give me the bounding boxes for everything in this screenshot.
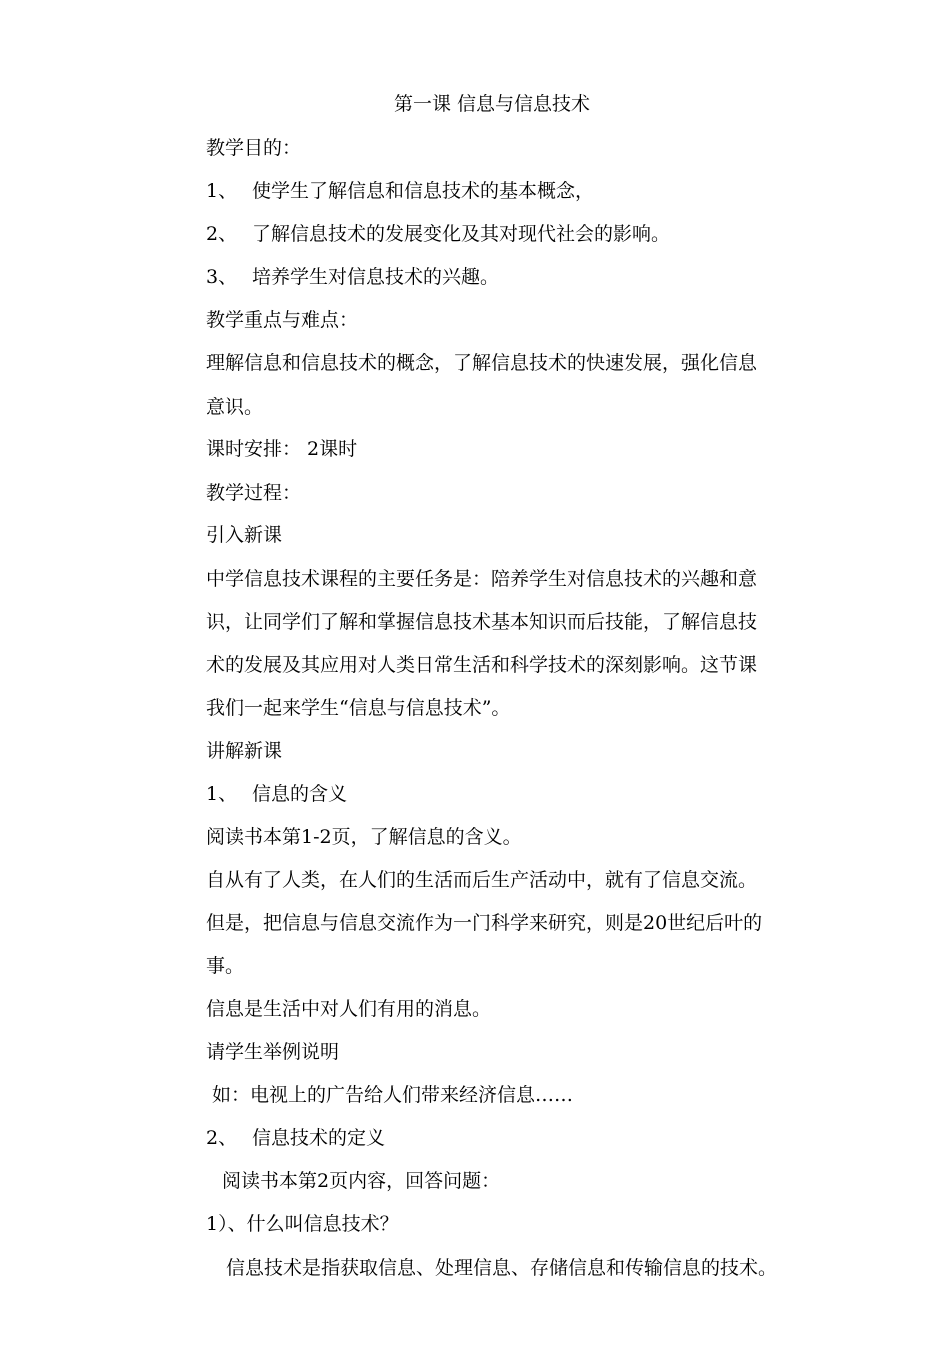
- section-2-question-1: 1）、什么叫信息技术？: [206, 1213, 399, 1235]
- intro-line-1: 中学信息技术课程的主要任务是：陪养学生对信息技术的兴趣和意: [206, 568, 758, 590]
- list-text: 培养学生对信息技术的兴趣。: [252, 266, 500, 288]
- list-text: 信息的含义: [252, 783, 348, 805]
- section-1-read: 阅读书本第1-2页，了解信息的含义。: [206, 826, 522, 848]
- section-1-paragraph-1: 自从有了人类，在人们的生活而后生产活动中，就有了信息交流。: [206, 869, 758, 891]
- list-number: 1、: [206, 783, 238, 805]
- key-points-line-2: 意识。: [206, 396, 264, 418]
- schedule-line: 课时安排： 2课时: [206, 438, 358, 460]
- section-1-definition: 信息是生活中对人们有用的消息。: [206, 998, 492, 1020]
- section-2-heading: [206, 1126, 385, 1150]
- objective-item-1: [206, 179, 594, 203]
- key-points-heading: 教学重点与难点：: [206, 309, 359, 331]
- intro-line-4: 我们一起来学生“信息与信息技术”。: [206, 697, 511, 719]
- section-1-ask: 请学生举例说明: [206, 1041, 340, 1063]
- process-heading: 教学过程：: [206, 482, 302, 504]
- explain-heading: 讲解新课: [206, 740, 283, 762]
- section-1-example: 如：电视上的广告给人们带来经济信息……: [212, 1084, 574, 1106]
- intro-heading: 引入新课: [206, 524, 283, 546]
- objective-item-2: [206, 222, 670, 246]
- intro-line-2: 识，让同学们了解和掌握信息技术基本知识而后技能，了解信息技: [206, 611, 758, 633]
- key-points-line-1: 理解信息和信息技术的概念，了解信息技术的快速发展，强化信息: [206, 352, 758, 374]
- section-1-paragraph-2-line-1: 但是，把信息与信息交流作为一门科学来研究，则是20世纪后叶的: [206, 912, 763, 934]
- list-number: 2、: [206, 1127, 238, 1149]
- list-text: 信息技术的定义: [252, 1127, 386, 1149]
- section-2-read: 阅读书本第2页内容，回答问题：: [222, 1170, 501, 1192]
- section-2-answer-1: 信息技术是指获取信息、处理信息、存储信息和传输信息的技术。: [226, 1257, 778, 1279]
- section-1-heading: [206, 782, 347, 806]
- intro-line-3: 术的发展及其应用对人类日常生活和科学技术的深刻影响。这节课: [206, 654, 758, 676]
- objectives-heading: 教学目的：: [206, 137, 302, 159]
- list-number: 3、: [206, 266, 238, 288]
- list-text: 使学生了解信息和信息技术的基本概念，: [252, 180, 595, 202]
- section-1-paragraph-2-line-2: 事。: [206, 955, 245, 977]
- list-number: 1、: [206, 180, 238, 202]
- page-title: 第一课 信息与信息技术: [393, 93, 591, 115]
- list-text: 了解信息技术的发展变化及其对现代社会的影响。: [252, 223, 671, 245]
- list-number: 2、: [206, 223, 238, 245]
- objective-item-3: [206, 265, 499, 289]
